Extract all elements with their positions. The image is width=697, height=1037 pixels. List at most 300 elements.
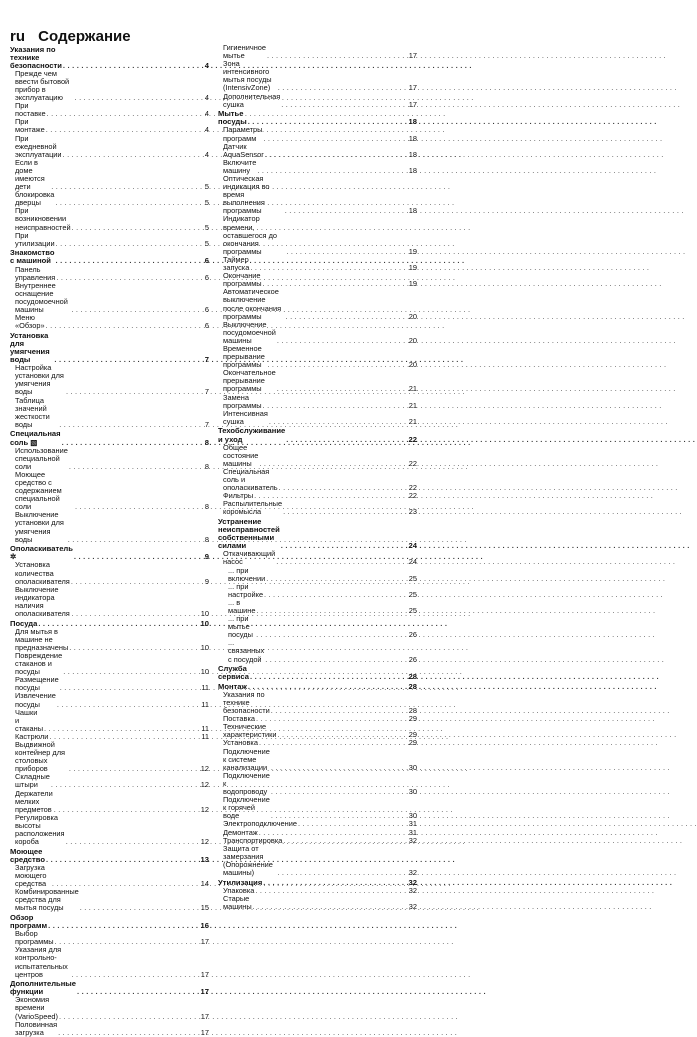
toc-entry bbox=[218, 143, 417, 159]
toc-entry-title: Временное прерывание программы bbox=[223, 343, 265, 370]
toc-page-number: 26 bbox=[408, 630, 417, 640]
page-title: Содержание bbox=[38, 28, 131, 45]
toc-section bbox=[10, 249, 209, 265]
dot-leader bbox=[59, 1013, 200, 1021]
toc-page-number: 17 bbox=[200, 1011, 209, 1021]
dot-leader bbox=[66, 388, 204, 396]
toc-entry bbox=[218, 345, 417, 369]
dot-leader bbox=[267, 361, 407, 369]
toc-entry-title: Интенсивная сушка bbox=[223, 408, 268, 426]
toc-page-number: 20 bbox=[408, 360, 417, 370]
toc-entry bbox=[10, 930, 209, 946]
toc-page-number: 8 bbox=[204, 437, 209, 447]
dot-leader bbox=[80, 904, 200, 912]
dot-leader bbox=[271, 788, 408, 796]
toc-page-number: 25 bbox=[408, 589, 417, 599]
toc-entry-title: Замена программы bbox=[223, 392, 262, 410]
toc-page-number: 19 bbox=[408, 263, 417, 273]
dot-leader bbox=[267, 52, 408, 60]
dot-leader bbox=[266, 575, 408, 583]
toc-page-number: 5 bbox=[204, 182, 209, 192]
toc-entry bbox=[10, 586, 209, 618]
toc-entry-title: При утилизации bbox=[15, 230, 55, 248]
toc-entry bbox=[10, 628, 209, 652]
toc-entry bbox=[218, 394, 417, 410]
dot-leader bbox=[75, 503, 204, 511]
toc-page-number: 29 bbox=[408, 738, 417, 748]
toc-entry-title: Включите машину bbox=[223, 157, 257, 175]
toc-entry bbox=[10, 692, 209, 708]
toc-page-number: 22 bbox=[408, 483, 417, 493]
toc-entry-title: Таблица значений жесткости воды bbox=[15, 395, 50, 429]
toc-entry bbox=[218, 583, 417, 599]
toc-entry-title: Дополнительная сушка bbox=[223, 91, 281, 109]
toc-entry-title: Поставка bbox=[223, 714, 255, 724]
dot-leader bbox=[54, 356, 203, 364]
toc-page-number: 8 bbox=[204, 461, 209, 471]
page-header bbox=[10, 28, 131, 45]
toc-entry-title: При поставке bbox=[15, 101, 46, 119]
dot-leader bbox=[47, 110, 204, 118]
toc-page-number: 12 bbox=[200, 837, 209, 847]
toc-entry-title: Параметры программ bbox=[223, 125, 263, 143]
toc-entry-title: Подключение к водопроводу bbox=[223, 770, 270, 797]
toc-entry-title: Подключение к системе канализации bbox=[223, 746, 270, 772]
toc-entry-title: Моющее средство с содержанием специальной соли bbox=[15, 469, 62, 512]
toc-entry bbox=[218, 772, 417, 796]
toc-entry bbox=[10, 159, 209, 191]
dot-leader bbox=[68, 536, 204, 544]
dot-leader bbox=[77, 988, 200, 996]
toc-page-number: 5 bbox=[204, 198, 209, 208]
toc-page-number: 32 bbox=[408, 877, 417, 887]
toc-entry bbox=[218, 723, 417, 739]
toc-entry-title: Установка для умягчения воды bbox=[10, 330, 50, 365]
toc-entry bbox=[218, 126, 417, 142]
toc-page-number: 11 bbox=[201, 731, 209, 741]
toc-entry bbox=[10, 102, 209, 118]
dot-leader bbox=[62, 439, 204, 447]
dot-leader bbox=[51, 781, 200, 789]
toc-page-number: 28 bbox=[408, 672, 417, 682]
toc-entry bbox=[218, 691, 417, 715]
toc-entry-title: ... в машине bbox=[228, 597, 256, 615]
toc-page-number: 9 bbox=[204, 576, 209, 586]
dot-leader bbox=[271, 764, 408, 772]
toc-section bbox=[218, 518, 417, 550]
dot-leader bbox=[60, 684, 201, 692]
toc-page-number: 11 bbox=[201, 683, 209, 693]
dot-leader bbox=[283, 508, 408, 516]
dot-leader bbox=[277, 337, 408, 345]
toc-entry-title: Транспортировка bbox=[223, 835, 283, 845]
dot-leader bbox=[72, 224, 204, 232]
toc-entry-title: Кастрюли bbox=[15, 731, 49, 741]
toc-page-number: 32 bbox=[408, 835, 417, 845]
toc-entry-title: Специальная соль и ополаскиватель bbox=[223, 466, 278, 493]
toc-page-number: 5 bbox=[204, 222, 209, 232]
toc-entry-title: Извлечение посуды bbox=[15, 691, 56, 709]
dot-leader bbox=[71, 578, 204, 586]
toc-page-number: 22 bbox=[408, 491, 417, 501]
toc-page-number: 30 bbox=[408, 811, 417, 821]
dot-leader bbox=[281, 101, 408, 109]
toc-entry-title: Датчик AquaSensor bbox=[223, 141, 264, 159]
toc-entry bbox=[10, 314, 209, 330]
toc-section bbox=[10, 914, 209, 930]
toc-entry bbox=[10, 741, 209, 773]
toc-page-number: 10 bbox=[200, 642, 209, 652]
toc-page-number: 17 bbox=[408, 51, 417, 61]
toc-page-number: 20 bbox=[408, 335, 417, 345]
toc-page-number: 23 bbox=[408, 507, 417, 517]
toc-entry-title: Комбинированные средства для мытья посуды bbox=[15, 887, 79, 913]
toc-entry-title: Таймер запуска bbox=[223, 254, 250, 273]
dot-leader bbox=[59, 421, 204, 429]
toc-page-number: 10 bbox=[200, 608, 209, 618]
dot-leader bbox=[46, 126, 204, 134]
dot-leader bbox=[46, 856, 200, 864]
dot-leader bbox=[74, 553, 204, 561]
dot-leader bbox=[253, 903, 408, 911]
dot-leader bbox=[55, 938, 200, 946]
dot-leader bbox=[63, 62, 204, 70]
toc-section bbox=[10, 430, 209, 446]
toc-entry bbox=[218, 44, 417, 60]
toc-entry-title: Выбор программы bbox=[15, 929, 54, 947]
dot-leader bbox=[256, 715, 408, 723]
toc-entry-title: Окончательное прерывание программы bbox=[223, 368, 276, 394]
toc-page-number: 25 bbox=[408, 573, 417, 583]
toc-entry bbox=[10, 118, 209, 134]
toc-entry bbox=[218, 256, 417, 272]
toc-entry-title: ... при настройке bbox=[228, 581, 264, 599]
toc-entry bbox=[10, 676, 209, 692]
dot-leader bbox=[55, 257, 203, 265]
dot-leader bbox=[264, 591, 408, 599]
dot-leader bbox=[265, 656, 408, 664]
toc-entry-title: Загрузка моющего средства bbox=[15, 862, 47, 889]
toc-page-number: 10 bbox=[200, 618, 209, 628]
toc-page-number: 18 bbox=[408, 206, 417, 216]
toc-page-number: 17 bbox=[200, 987, 209, 997]
toc-entry-title: Оптическая индикация во время выполнения программы bbox=[223, 174, 270, 216]
toc-page-number: 24 bbox=[408, 541, 417, 551]
toc-entry bbox=[10, 773, 209, 789]
toc-entry-title: ... связанных с посудой bbox=[228, 638, 265, 664]
toc-page-number: 32 bbox=[408, 885, 417, 895]
toc-page-number: 12 bbox=[200, 780, 209, 790]
toc-entry bbox=[218, 567, 417, 583]
toc-entry-title: Ополаскиватель ✲ bbox=[10, 544, 73, 562]
toc-entry bbox=[10, 996, 209, 1020]
toc-entry-title: Технические характеристики bbox=[223, 722, 277, 740]
dot-leader bbox=[278, 84, 408, 92]
toc-entry-title: Распылительные коромысла bbox=[223, 499, 283, 517]
toc-page-number: 30 bbox=[408, 787, 417, 797]
dot-leader bbox=[248, 683, 408, 691]
toc-page-number: 7 bbox=[204, 355, 209, 365]
toc-page-number: 15 bbox=[200, 903, 209, 913]
dot-leader bbox=[56, 240, 204, 248]
toc-entry bbox=[10, 864, 209, 888]
dot-leader bbox=[277, 869, 407, 877]
toc-entry bbox=[218, 550, 417, 566]
toc-entry-title: Размещение посуды bbox=[15, 675, 59, 693]
toc-entry bbox=[10, 397, 209, 429]
dot-leader bbox=[277, 385, 408, 393]
toc-entry-title: Если в доме имеются дети bbox=[15, 157, 45, 192]
toc-entry bbox=[10, 561, 209, 585]
dot-leader bbox=[276, 558, 407, 566]
toc-entry-title: Указания по технике безопасности bbox=[10, 44, 62, 70]
toc-page-number: 18 bbox=[408, 165, 417, 175]
toc-page-number: 22 bbox=[408, 458, 417, 468]
dot-leader bbox=[38, 620, 199, 628]
toc-entry-title: Меню «Обзор» bbox=[15, 313, 45, 331]
toc-column-right bbox=[218, 44, 417, 911]
toc-entry-title: ... при мытье посуды bbox=[228, 614, 253, 640]
dot-leader bbox=[72, 610, 200, 618]
dot-leader bbox=[72, 971, 200, 979]
toc-entry bbox=[218, 599, 417, 615]
dot-leader bbox=[55, 199, 203, 207]
toc-entry bbox=[218, 93, 417, 109]
toc-entry-title: Зона интенсивного мытья посуды (IntensivZone) bbox=[223, 59, 272, 93]
toc-entry bbox=[10, 471, 209, 511]
dot-leader bbox=[286, 436, 407, 444]
toc-page-number: 21 bbox=[408, 384, 417, 394]
toc-entry-title: Упаковка bbox=[223, 885, 255, 895]
toc-section bbox=[10, 848, 209, 864]
dot-leader bbox=[248, 118, 408, 126]
toc-entry bbox=[218, 410, 417, 426]
toc-entry bbox=[10, 266, 209, 282]
toc-entry-title: Настройка установки для умягчения воды bbox=[15, 363, 64, 397]
toc-entry-title: Гигиеничное мытье bbox=[223, 43, 267, 61]
toc-page-number: 28 bbox=[408, 681, 417, 691]
dot-leader bbox=[263, 402, 408, 410]
toc-page-number: 10 bbox=[200, 667, 209, 677]
toc-entry-title: Техобслуживание и уход bbox=[218, 426, 286, 444]
toc-section bbox=[10, 332, 209, 364]
toc-page-number: 17 bbox=[200, 969, 209, 979]
toc-entry-title: Использование специальной соли bbox=[15, 445, 68, 471]
dot-leader bbox=[49, 733, 200, 741]
toc-entry bbox=[218, 444, 417, 468]
dot-leader bbox=[75, 94, 204, 102]
toc-entry bbox=[218, 288, 417, 320]
toc-entry bbox=[10, 207, 209, 231]
toc-entry-title: Повреждение стаканов и посуды bbox=[15, 650, 63, 677]
toc-entry-title: Демонтаж bbox=[223, 827, 258, 837]
dot-leader bbox=[250, 264, 407, 272]
toc-page-number: 17 bbox=[408, 83, 417, 93]
toc-entry-title: Общее состояние машины bbox=[223, 442, 259, 468]
dot-leader bbox=[69, 765, 200, 773]
toc-entry-title: Посуда bbox=[10, 618, 38, 628]
toc-page-number: 32 bbox=[408, 867, 417, 877]
toc-entry-title: При возникновении неисправностей bbox=[15, 206, 71, 232]
toc-page-number: 6 bbox=[204, 272, 209, 282]
toc-page-number: 9 bbox=[204, 552, 209, 562]
toc-entry bbox=[218, 748, 417, 772]
toc-entry-title: Окончание программы bbox=[223, 271, 262, 289]
toc-page-number: 4 bbox=[204, 125, 209, 135]
toc-entry bbox=[218, 272, 417, 288]
toc-entry bbox=[218, 639, 417, 663]
toc-page-number: 29 bbox=[408, 730, 417, 740]
toc-entry-title: Служба сервиса bbox=[218, 664, 249, 682]
toc-entry bbox=[10, 447, 209, 471]
toc-entry-title: Утилизация bbox=[218, 877, 263, 887]
toc-page-number: 25 bbox=[408, 605, 417, 615]
toc-page-number: 14 bbox=[200, 879, 209, 889]
toc-section bbox=[218, 427, 417, 443]
toc-section bbox=[218, 665, 417, 681]
toc-entry bbox=[10, 135, 209, 159]
toc-entry bbox=[10, 790, 209, 814]
toc-entry-title: Выдвижной контейнер для столовых приборов bbox=[15, 739, 66, 774]
toc-entry bbox=[10, 232, 209, 248]
dot-leader bbox=[63, 151, 204, 159]
dot-leader bbox=[286, 313, 408, 321]
toc-entry-title: Подключение к горячей воде bbox=[223, 795, 270, 821]
toc-entry-title: Дополнительные функции bbox=[10, 979, 76, 997]
toc-entry bbox=[10, 888, 209, 912]
toc-entry-title: Указания по технике безопасности bbox=[223, 689, 270, 716]
toc-page-number: 7 bbox=[204, 419, 209, 429]
dot-leader bbox=[58, 1029, 200, 1037]
toc-entry bbox=[218, 895, 417, 911]
toc-entry-title: Регулировка высоты расположения короба bbox=[15, 812, 65, 847]
dot-leader bbox=[255, 887, 407, 895]
toc-entry bbox=[218, 175, 417, 215]
dot-leader bbox=[250, 673, 408, 681]
dot-leader bbox=[269, 418, 408, 426]
toc-entry-title: Выключение посудомоечной машины bbox=[223, 319, 276, 345]
dot-leader bbox=[259, 460, 407, 468]
toc-page-number: 4 bbox=[204, 109, 209, 119]
toc-entry bbox=[10, 1021, 209, 1037]
toc-page-number: 6 bbox=[204, 256, 209, 266]
toc-page-number: 22 bbox=[408, 434, 417, 444]
toc-entry-title: Откачивающий насос bbox=[223, 549, 276, 567]
toc-entry bbox=[218, 369, 417, 393]
toc-section bbox=[218, 110, 417, 126]
toc-entry-title: Фильтры bbox=[223, 491, 254, 501]
toc-entry bbox=[10, 652, 209, 676]
toc-entry-title: Обзор программ bbox=[10, 912, 48, 931]
toc-entry bbox=[218, 615, 417, 639]
toc-entry-title: Выключение установки для умягчения воды bbox=[15, 510, 64, 544]
toc-page-number: 32 bbox=[408, 901, 417, 911]
toc-page-number: 4 bbox=[204, 149, 209, 159]
toc-page-number: 7 bbox=[204, 387, 209, 397]
toc-entry-title: Индикатор времени, оставшегося до окончания программы bbox=[223, 214, 278, 256]
dot-leader bbox=[256, 607, 407, 615]
dot-leader bbox=[69, 463, 204, 471]
toc-section bbox=[10, 46, 209, 70]
toc-page-number: 16 bbox=[200, 921, 209, 931]
dot-leader bbox=[57, 701, 200, 709]
toc-page-number: 8 bbox=[204, 502, 209, 512]
toc-entry-title: Складные штыри bbox=[15, 772, 50, 790]
dot-leader bbox=[51, 183, 204, 191]
dot-leader bbox=[285, 207, 408, 215]
toc-column-left bbox=[10, 44, 209, 1037]
dot-leader bbox=[283, 837, 407, 845]
toc-page-number: 21 bbox=[408, 416, 417, 426]
toc-page-number: 17 bbox=[200, 937, 209, 947]
toc-entry-title: Экономия времени (VarioSpeed) bbox=[15, 995, 58, 1021]
toc-entry-title: блокировка дверцы bbox=[15, 190, 55, 208]
toc-entry bbox=[10, 709, 209, 733]
toc-entry-title: Прежде чем ввести бытовой прибор в эксплуатацию bbox=[15, 68, 70, 103]
toc-entry-title: Старые машины bbox=[223, 893, 252, 911]
toc-page-number: 18 bbox=[408, 117, 417, 127]
dot-leader bbox=[263, 280, 408, 288]
toc-page-number: 17 bbox=[200, 1027, 209, 1037]
dot-leader bbox=[48, 922, 199, 930]
toc-page-number: 4 bbox=[204, 60, 209, 70]
toc-section bbox=[10, 980, 209, 996]
toc-section bbox=[10, 545, 209, 561]
toc-entry-title: Установка количества ополаскивателя bbox=[15, 560, 70, 586]
toc-entry bbox=[10, 364, 209, 396]
toc-entry-title: ... при включении bbox=[228, 565, 266, 583]
toc-entry bbox=[218, 215, 417, 255]
toc-entry-title: Для мытья в машине не предназначены bbox=[15, 626, 69, 652]
toc-page-number: 18 bbox=[408, 133, 417, 143]
toc-page-number: 29 bbox=[408, 714, 417, 724]
toc-page-number: 28 bbox=[408, 706, 417, 716]
toc-page-number: 6 bbox=[204, 305, 209, 314]
toc-entry bbox=[10, 946, 209, 978]
toc-page-number: 8 bbox=[204, 534, 209, 544]
toc-page-number: 21 bbox=[408, 400, 417, 410]
toc-entry-title: Моющее средство bbox=[10, 846, 45, 864]
dot-leader bbox=[56, 274, 204, 282]
toc-entry bbox=[10, 70, 209, 102]
toc-entry-title: Половинная загрузка bbox=[15, 1019, 58, 1037]
language-code: ru bbox=[10, 28, 25, 45]
dot-leader bbox=[259, 739, 408, 747]
toc-entry-title: Мытье посуды bbox=[218, 109, 247, 127]
dot-leader bbox=[54, 806, 200, 814]
toc-entry bbox=[10, 511, 209, 543]
toc-page-number: 12 bbox=[200, 804, 209, 814]
toc-entry bbox=[218, 796, 417, 820]
dot-leader bbox=[46, 322, 204, 330]
dot-leader bbox=[66, 838, 200, 846]
dot-leader bbox=[265, 151, 408, 159]
dot-leader bbox=[286, 248, 407, 256]
toc-page-number: 19 bbox=[408, 246, 417, 256]
toc-page-number: 31 bbox=[408, 819, 417, 829]
toc-entry-title: Электроподключение bbox=[223, 819, 297, 829]
dot-leader bbox=[263, 135, 407, 143]
toc-page-number: 4 bbox=[204, 93, 209, 103]
dot-leader bbox=[256, 631, 408, 639]
toc-entry bbox=[218, 321, 417, 345]
toc-entry-title: Установка bbox=[223, 738, 258, 748]
dot-leader bbox=[69, 644, 200, 652]
toc-entry-title: Внутреннее оснащение посудомоечной машины bbox=[15, 280, 68, 314]
toc-page-number: 11 bbox=[201, 723, 209, 733]
toc-entry-title: Устранение неисправностей собственными силами bbox=[218, 516, 280, 551]
toc-entry-title: Защита от замерзания (Опорожнение машины) bbox=[223, 843, 273, 877]
